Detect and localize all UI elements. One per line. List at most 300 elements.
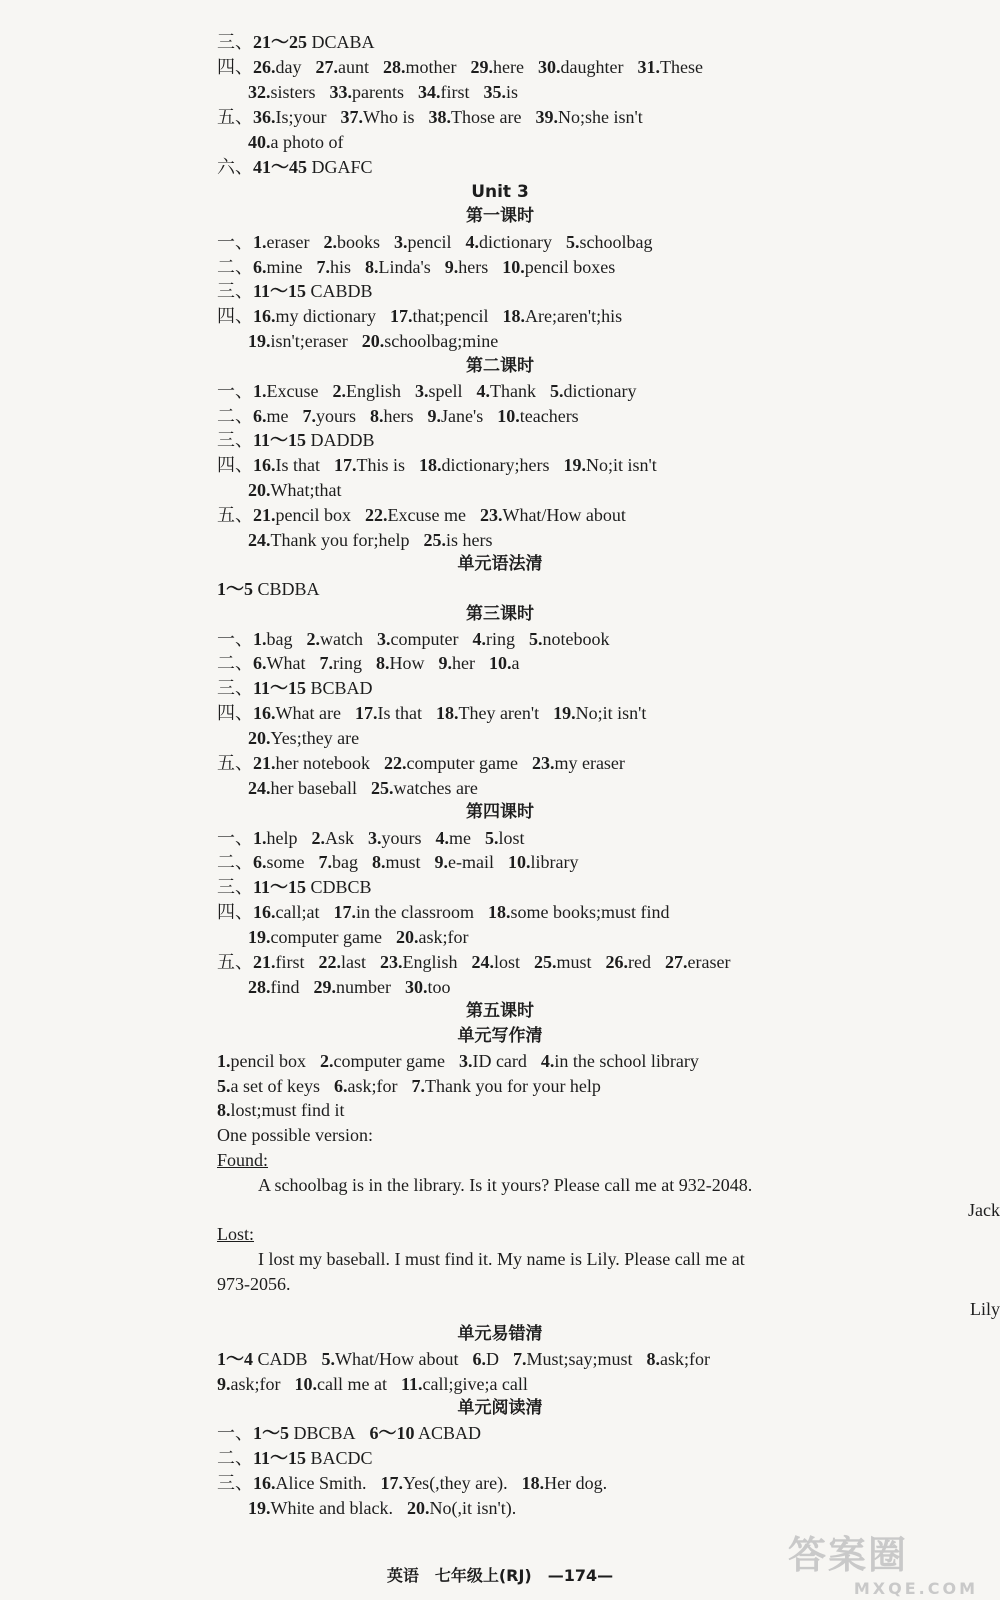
answer-line: [0, 130, 1000, 154]
answer-text: DBCBA: [289, 1423, 356, 1443]
answer-line: [0, 55, 1000, 79]
answer-line: [0, 1347, 1000, 1371]
question-number: 2.: [311, 828, 325, 848]
answer-text: bag: [332, 852, 358, 872]
page-footer: 英语 七年级上(RJ) —174—: [386, 1566, 614, 1585]
section-heading: 第五课时: [466, 1001, 534, 1021]
question-number: 9.: [217, 1374, 231, 1394]
answer-text: call;give;a call: [422, 1374, 528, 1394]
answer-text: first: [440, 82, 470, 102]
answer-text: What: [266, 653, 306, 673]
answer-text: I lost my baseball. I must find it. My name is Lily. Please call me at: [258, 1249, 745, 1269]
question-number: 37.: [340, 107, 363, 127]
question-number: 25.: [423, 530, 446, 550]
answer-line: [0, 255, 1000, 279]
question-number: 19.: [563, 455, 586, 475]
answer-text: Thank you for your help: [424, 1076, 601, 1096]
question-number: 6.: [253, 406, 267, 426]
question-number: 11.: [400, 1374, 423, 1394]
question-number: 28.: [248, 977, 271, 997]
answer-line: [0, 701, 1000, 725]
answer-text: yours: [381, 828, 422, 848]
question-number: 23.: [479, 505, 503, 525]
question-number: 16.: [253, 455, 276, 475]
answer-text: Excuse: [266, 381, 319, 401]
answer-text: in the classroom: [355, 902, 474, 922]
question-number: 5.: [528, 629, 543, 649]
answer-line: [0, 975, 1000, 999]
question-number: 18.: [435, 703, 459, 723]
answer-text: ask;for: [418, 927, 469, 947]
question-number: 31.: [637, 57, 660, 77]
answer-text: How: [389, 653, 425, 673]
question-number: 29.: [470, 57, 493, 77]
answer-text: ask;for: [347, 1076, 398, 1096]
question-number: 8.: [365, 257, 379, 277]
answer-text: 一、: [217, 232, 253, 252]
section-heading: 第四课时: [466, 802, 534, 822]
answer-text: DGAFC: [307, 157, 373, 177]
question-number: 16.: [253, 306, 276, 326]
section-heading: Unit 3: [471, 182, 529, 202]
question-number: 40.: [248, 132, 271, 152]
question-number: 16.: [253, 1473, 276, 1493]
answer-text: They aren't: [458, 703, 540, 723]
answer-text: computer game: [270, 927, 382, 947]
answer-text: 四、: [217, 703, 253, 723]
question-number: 20.: [395, 927, 419, 947]
question-number: 7.: [319, 653, 333, 673]
answer-text: Must;say;must: [526, 1349, 633, 1369]
section-heading: 单元易错清: [457, 1324, 543, 1344]
answer-text: her: [451, 653, 475, 673]
question-number: 18.: [502, 306, 525, 326]
answer-text: No;she isn't: [557, 107, 643, 127]
answer-line: [0, 1222, 1000, 1246]
question-number: 26.: [253, 57, 276, 77]
question-number: 5.: [321, 1349, 336, 1369]
answer-text: pencil boxes: [524, 257, 616, 277]
question-number: 1.: [253, 828, 267, 848]
question-number: 20.: [248, 728, 271, 748]
answer-text: 五、: [217, 753, 253, 773]
question-number: 22.: [364, 505, 388, 525]
answer-text: is hers: [445, 530, 493, 550]
question-number: 5.: [217, 1076, 231, 1096]
answer-text: Excuse me: [387, 505, 466, 525]
question-number: 18.: [521, 1473, 545, 1493]
answer-text: must: [556, 952, 592, 972]
answer-text: CBDBA: [253, 579, 320, 599]
answer-line: [0, 751, 1000, 775]
question-number: 24.: [248, 530, 271, 550]
answer-text: isn't;eraser: [270, 331, 348, 351]
answer-text: 六、: [217, 157, 253, 177]
answer-line: [0, 279, 1000, 303]
question-number: 21.: [253, 753, 276, 773]
answer-text: 四、: [217, 902, 253, 922]
question-number: 27.: [315, 57, 338, 77]
question-number: 4.: [465, 232, 479, 252]
question-number: 7.: [318, 852, 332, 872]
question-number: 1～5: [217, 579, 253, 599]
answer-text: call me at: [316, 1374, 387, 1394]
answer-text: ring: [332, 653, 362, 673]
question-number: 21.: [253, 505, 276, 525]
question-number: 34.: [417, 82, 441, 102]
question-number: 25.: [534, 952, 557, 972]
question-number: 38.: [428, 107, 451, 127]
answer-line: [0, 453, 1000, 477]
answer-text: lost: [494, 952, 521, 972]
answer-line: [0, 826, 1000, 850]
question-number: 23.: [531, 753, 555, 773]
answer-text: ACBAD: [414, 1423, 482, 1443]
question-number: 16.: [253, 703, 276, 723]
question-number: 9.: [438, 653, 452, 673]
question-number: 1.: [253, 381, 267, 401]
answer-text: pencil box: [230, 1051, 306, 1071]
answer-text: English: [345, 381, 401, 401]
answer-text: dictionary: [563, 381, 637, 401]
answer-text: ask;for: [230, 1374, 281, 1394]
answer-text: dictionary: [478, 232, 552, 252]
answer-text: schoolbag;mine: [384, 331, 499, 351]
question-number: 3.: [393, 232, 408, 252]
answer-line: [0, 503, 1000, 527]
answer-text: a photo of: [270, 132, 344, 152]
answer-line: [0, 1272, 1000, 1296]
question-number: 41～45: [253, 157, 307, 177]
answer-line: [0, 1148, 1000, 1172]
answer-text: Found:: [217, 1150, 269, 1170]
answer-text: daughter: [560, 57, 624, 77]
question-number: 4.: [435, 828, 450, 848]
question-number: 20.: [361, 331, 385, 351]
question-number: 19.: [553, 703, 576, 723]
answer-text: 一、: [217, 828, 253, 848]
question-number: 17.: [333, 902, 356, 922]
answer-text: pencil: [407, 232, 452, 252]
question-number: 11～15: [253, 430, 307, 450]
answer-line: [0, 726, 1000, 750]
question-number: 1.: [217, 1051, 231, 1071]
answer-text: dictionary;hers: [441, 455, 550, 475]
answer-text: 三、: [217, 678, 253, 698]
question-number: 3.: [458, 1051, 473, 1071]
question-number: 5.: [485, 828, 499, 848]
answer-text: Thank: [490, 381, 536, 401]
question-number: 25.: [370, 778, 394, 798]
answer-text: call;at: [275, 902, 320, 922]
question-number: 10.: [502, 257, 525, 277]
answer-text: eraser: [266, 232, 310, 252]
answer-line: [0, 925, 1000, 949]
section-heading: 单元阅读清: [457, 1398, 543, 1418]
question-number: 5.: [565, 232, 580, 252]
answer-text: e-mail: [448, 852, 494, 872]
question-number: 7.: [512, 1349, 527, 1369]
answer-text: Those are: [451, 107, 522, 127]
answer-text: day: [275, 57, 302, 77]
question-number: 27.: [665, 952, 688, 972]
answer-text: Is that: [377, 703, 422, 723]
question-number: 30.: [404, 977, 428, 997]
answer-line: [0, 1471, 1000, 1495]
watermark-logo-text: 答案圈: [788, 1533, 909, 1577]
question-number: 9.: [444, 257, 459, 277]
question-number: 10.: [508, 852, 531, 872]
answer-text: 一、: [217, 1423, 253, 1443]
answer-text: English: [402, 952, 458, 972]
question-number: 11～15: [253, 678, 307, 698]
answer-text: library: [530, 852, 579, 872]
question-number: 16.: [253, 902, 276, 922]
answer-text: What/How about: [502, 505, 626, 525]
question-number: 2.: [323, 232, 337, 252]
question-number: 4.: [540, 1051, 555, 1071]
answer-line: [0, 1247, 1000, 1271]
answer-text: hers: [458, 257, 489, 277]
question-number: 5.: [549, 381, 564, 401]
question-number: 36.: [253, 107, 276, 127]
question-number: 23.: [380, 952, 403, 972]
answer-text: too: [427, 977, 451, 997]
question-number: 18.: [487, 902, 511, 922]
answer-line: [0, 105, 1000, 129]
question-number: 8.: [372, 852, 386, 872]
answer-text: CDBCB: [306, 877, 372, 897]
answer-text: 一、: [217, 381, 253, 401]
answer-text: watches are: [393, 778, 478, 798]
answer-text: Lost:: [217, 1224, 255, 1244]
answer-text: Is;your: [275, 107, 327, 127]
answer-text: spell: [428, 381, 463, 401]
answer-line: [0, 404, 1000, 428]
question-number: 20.: [248, 480, 271, 500]
answer-text: computer game: [406, 753, 518, 773]
answer-line: [0, 478, 1000, 502]
answer-text: Her dog.: [544, 1473, 608, 1493]
site-watermark: [788, 1524, 978, 1598]
answer-line: [0, 950, 1000, 974]
section-heading: 第三课时: [466, 604, 534, 624]
answer-text: White and black.: [270, 1498, 393, 1518]
answer-line: [0, 1049, 1000, 1073]
question-number: 30.: [537, 57, 561, 77]
question-number: 28.: [383, 57, 406, 77]
answer-line: [0, 627, 1000, 651]
answer-line: [0, 1123, 1000, 1147]
answer-line: [0, 528, 1000, 552]
answer-line: [0, 676, 1000, 700]
answer-text: This is: [356, 455, 406, 475]
question-number: 39.: [535, 107, 558, 127]
answer-text: notebook: [542, 629, 610, 649]
answer-text: that;pencil: [412, 306, 489, 326]
question-number: 17.: [354, 703, 378, 723]
answer-text: 二、: [217, 852, 253, 872]
answer-text: number: [336, 977, 391, 997]
answer-text: Who is: [363, 107, 415, 127]
answer-text: 四、: [217, 57, 253, 77]
answer-text: No;it isn't: [575, 703, 647, 723]
question-number: 6.: [333, 1076, 348, 1096]
answer-text: find: [270, 977, 300, 997]
answer-text: lost: [498, 828, 525, 848]
answer-line: [0, 651, 1000, 675]
answer-text: Are;aren't;his: [524, 306, 623, 326]
answer-text: mother: [405, 57, 457, 77]
answer-text: 四、: [217, 455, 253, 475]
answer-text: 五、: [217, 107, 253, 127]
question-number: 8.: [370, 406, 384, 426]
signature-name: Jack: [968, 1200, 1000, 1220]
answer-text: pencil box: [275, 505, 351, 525]
answer-text: my dictionary: [275, 306, 376, 326]
answer-text: Linda's: [378, 257, 431, 277]
question-number: 29.: [313, 977, 336, 997]
question-number: 3.: [368, 828, 382, 848]
answer-text: sisters: [270, 82, 316, 102]
answer-text: help: [266, 828, 298, 848]
question-number: 24.: [471, 952, 495, 972]
answer-text: No;it isn't: [585, 455, 657, 475]
question-number: 19.: [248, 927, 271, 947]
question-number: 4.: [472, 629, 486, 649]
answer-line: [0, 80, 1000, 104]
question-number: 9.: [434, 852, 449, 872]
answer-text: 三、: [217, 281, 253, 301]
question-number: 18.: [419, 455, 442, 475]
answer-text: One possible version:: [217, 1125, 373, 1145]
answer-line: [0, 230, 1000, 254]
answer-line: [0, 875, 1000, 899]
question-number: 17.: [380, 1473, 403, 1493]
answer-text: here: [493, 57, 524, 77]
answer-text: a set of keys: [230, 1076, 320, 1096]
question-number: 6.: [472, 1349, 486, 1369]
answer-line: [0, 379, 1000, 403]
answer-text: her baseball: [270, 778, 357, 798]
answer-text: must: [385, 852, 421, 872]
answer-text: aunt: [338, 57, 369, 77]
question-number: 1.: [253, 629, 267, 649]
question-number: 2.: [319, 1051, 334, 1071]
answer-line: [0, 155, 1000, 179]
section-heading: 单元语法清: [457, 554, 543, 574]
watermark-url: MXQE.COM: [853, 1579, 978, 1598]
question-number: 17.: [334, 455, 357, 475]
answer-text: 二、: [217, 653, 253, 673]
question-number: 26.: [605, 952, 629, 972]
answer-text: her notebook: [275, 753, 370, 773]
question-number: 8.: [646, 1349, 660, 1369]
question-number: 7.: [302, 406, 316, 426]
answer-text: DADDB: [306, 430, 375, 450]
answer-text: Is that: [275, 455, 320, 475]
question-number: 6～10: [369, 1423, 415, 1443]
answer-text: last: [341, 952, 366, 972]
answer-text: 四、: [217, 306, 253, 326]
answer-text: his: [330, 257, 352, 277]
question-number: 10.: [488, 653, 512, 673]
answer-text: red: [628, 952, 652, 972]
question-number: 22.: [318, 952, 341, 972]
answer-line: [0, 304, 1000, 328]
answer-text: Thank you for;help: [270, 530, 410, 550]
answer-text: in the school library: [554, 1051, 699, 1071]
answer-text: ring: [485, 629, 515, 649]
question-number: 7.: [411, 1076, 425, 1096]
answer-text: a: [511, 653, 520, 673]
section-heading: 第一课时: [466, 206, 534, 226]
answer-line: [0, 776, 1000, 800]
question-number: 7.: [316, 257, 330, 277]
section-heading: 第二课时: [466, 356, 534, 376]
answer-text: Yes(,they are).: [403, 1473, 508, 1493]
question-number: 10.: [497, 406, 520, 426]
answer-text: 三、: [217, 1473, 253, 1493]
question-number: 21.: [253, 952, 276, 972]
question-number: 9.: [427, 406, 441, 426]
question-number: 4.: [476, 381, 490, 401]
question-number: 1～5: [253, 1423, 289, 1443]
question-number: 6.: [253, 653, 267, 673]
answer-text: A schoolbag is in the library. Is it yours? Please call me at 932-2048.: [258, 1175, 753, 1195]
answer-line: [0, 1074, 1000, 1098]
answer-text: me: [266, 406, 289, 426]
answer-text: my eraser: [554, 753, 625, 773]
answer-text: lost;must find it: [230, 1100, 345, 1120]
signature-name: Lily: [970, 1299, 1000, 1319]
question-number: 11～15: [253, 877, 307, 897]
question-number: 19.: [248, 1498, 271, 1518]
answer-line: [0, 428, 1000, 452]
question-number: 32.: [248, 82, 271, 102]
answer-text: These: [659, 57, 703, 77]
answer-text: me: [449, 828, 472, 848]
question-number: 19.: [248, 331, 271, 351]
answer-text: 二、: [217, 406, 253, 426]
answer-text: 三、: [217, 430, 253, 450]
answer-text: yours: [316, 406, 356, 426]
answer-text: 二、: [217, 1448, 253, 1468]
answer-text: first: [275, 952, 305, 972]
answer-line: [0, 900, 1000, 924]
answer-text: BCBAD: [306, 678, 373, 698]
question-number: 11～15: [253, 281, 307, 301]
question-number: 21～25: [253, 32, 307, 52]
question-number: 33.: [329, 82, 352, 102]
answer-text: watch: [320, 629, 363, 649]
question-number: 6.: [253, 257, 267, 277]
answer-text: ask;for: [660, 1349, 710, 1369]
answer-text: ID card: [472, 1051, 527, 1071]
answer-text: CABDB: [306, 281, 373, 301]
answer-line: [0, 30, 1000, 54]
question-number: 10.: [294, 1374, 317, 1394]
question-number: 2.: [306, 629, 320, 649]
answer-text: BACDC: [306, 1448, 373, 1468]
answer-text: 三、: [217, 32, 253, 52]
answer-text: parents: [352, 82, 404, 102]
answer-line: [0, 577, 1000, 601]
answer-text: Ask: [325, 828, 355, 848]
question-number: 35.: [483, 82, 506, 102]
answer-text: eraser: [687, 952, 731, 972]
answer-text: teachers: [519, 406, 579, 426]
